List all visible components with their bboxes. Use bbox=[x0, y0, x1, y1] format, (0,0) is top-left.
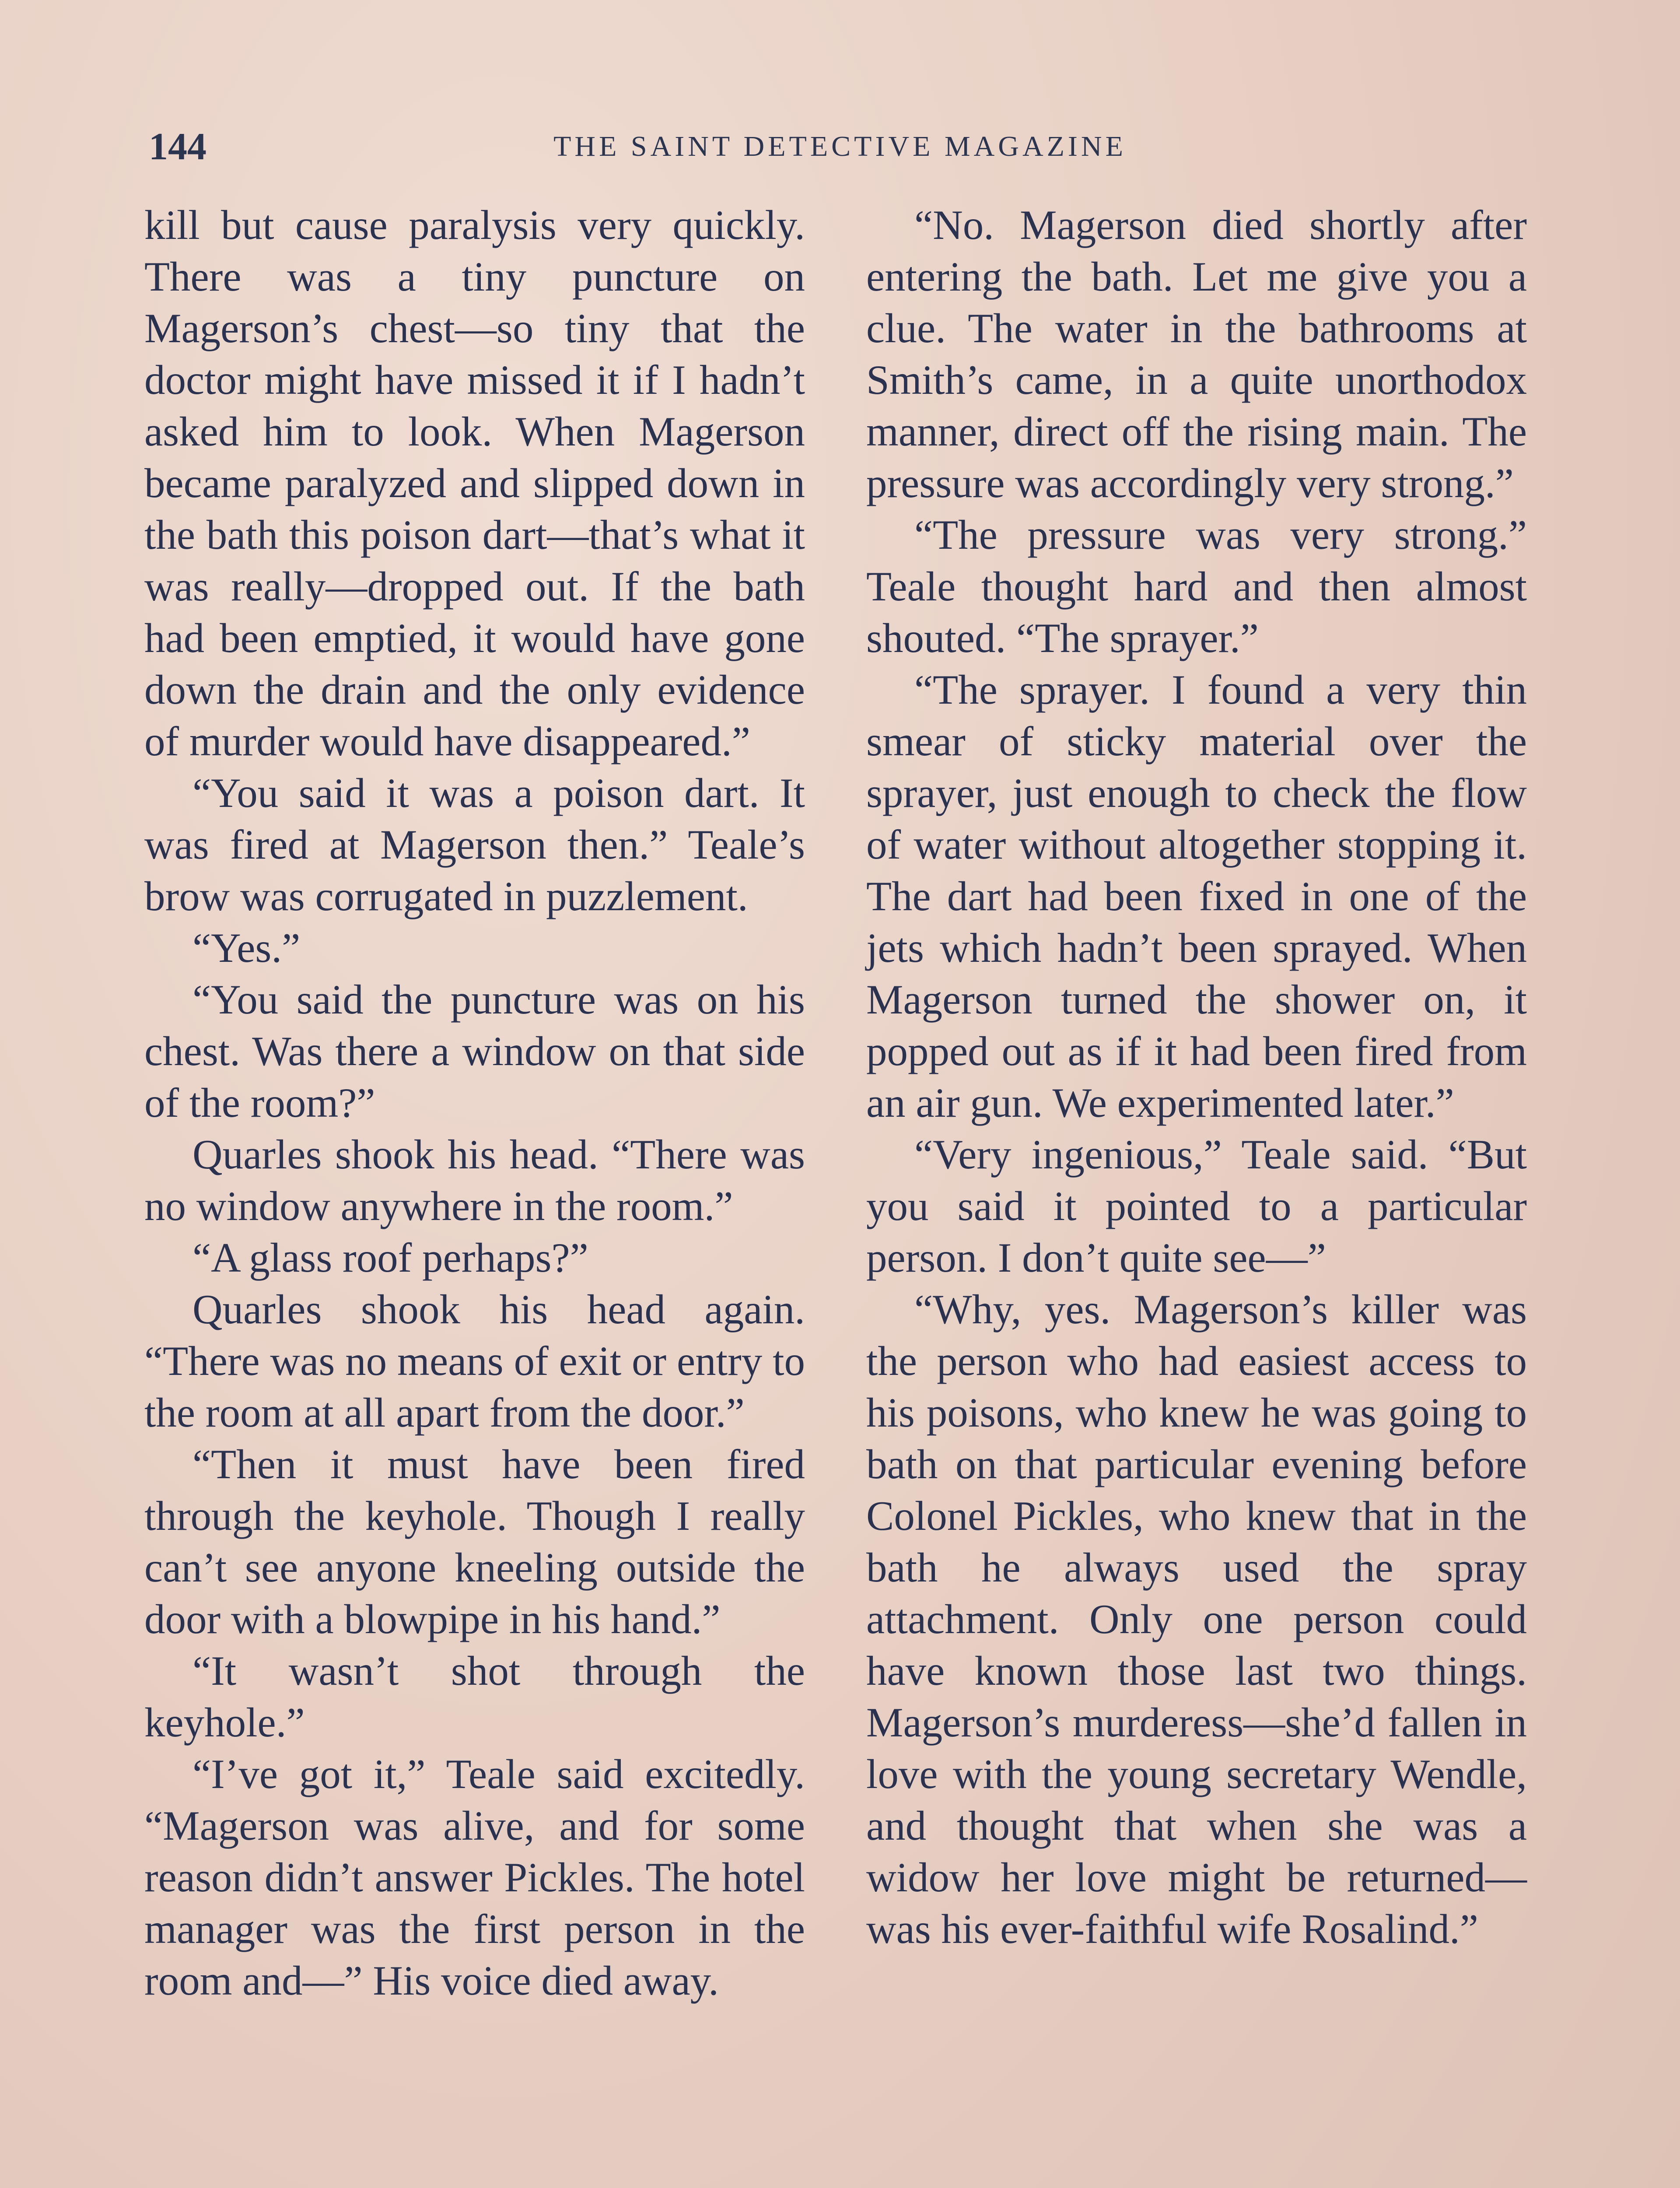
right-column bbox=[866, 199, 1527, 1955]
paragraph: “The sprayer. I found a very thin smear of sticky material over the sprayer, just enough to check the flow of water without altogether stopping it. The dart had been fixed in one of the jets which hadn’t been sprayed. When Magerson turned the shower on, it popped out as if it had been fired from an air gun. We experimented later.” bbox=[866, 666, 1527, 1126]
paragraph: Quarles shook his head again. “There was no means of exit or entry to the room at all apart from the door.” bbox=[144, 1286, 805, 1436]
paragraph: “You said the puncture was on his chest. Was there a window on that side of the room?” bbox=[144, 976, 805, 1126]
paragraph: “The pressure was very strong.” Teale thought hard and then almost shouted. “The sprayer.” bbox=[866, 512, 1527, 661]
page-header bbox=[149, 125, 1531, 182]
paragraph: “I’ve got it,” Teale said excitedly. “Magerson was alive, and for some reason didn’t answer Pickles. The hotel manager was the first person in the room and—” His voice died away. bbox=[144, 1751, 805, 2004]
paragraph: “No. Magerson died shortly after entering the bath. Let me give you a clue. The water in the bathrooms at Smith’s came, in a quite unorthodox manner, direct off the rising main. The pressure was accordingly very strong.” bbox=[866, 202, 1527, 506]
paragraph: Quarles shook his head. “There was no window anywhere in the room.” bbox=[144, 1131, 805, 1229]
paragraph: “Then it must have been fired through the keyhole. Though I really can’t see anyone kneeling outside the door with a blowpipe in his hand.” bbox=[144, 1441, 805, 1642]
paragraph: “It wasn’t shot through the keyhole.” bbox=[144, 1648, 805, 1746]
paragraph: “Why, yes. Magerson’s killer was the person who had easiest access to his poisons, who knew he was going to bath on that particular evening before Colonel Pickles, who knew that in the bath he always used the spray attachment. Only one person could have known those last two things. Magerson’s murderess—she’d fallen in love with the young secretary Wendle, and thought that when she was a widow her love might be returned—was his ever-faithful wife Rosalind.” bbox=[866, 1286, 1527, 1952]
paragraph: “A glass roof perhaps?” bbox=[192, 1234, 588, 1281]
paragraph: “Yes.” bbox=[192, 925, 301, 971]
left-column bbox=[144, 199, 805, 2006]
paragraph: “You said it was a poison dart. It was fired at Magerson then.” Teale’s brow was corrugated in puzzlement. bbox=[144, 770, 805, 919]
page-number: 144 bbox=[149, 126, 206, 168]
paragraph: “Very ingenious,” Teale said. “But you said it pointed to a particular person. I don’t quite see—” bbox=[866, 1131, 1527, 1281]
paragraph: kill but cause paralysis very quickly. There was a tiny puncture on Magerson’s chest—so tiny that the doctor might have missed it if I hadn’t asked him to look. When Magerson became paralyzed and slipped down in the bath this poison dart—that’s what it was really—dropped out. If the bath had been emptied, it would have gone down the drain and the only evidence of murder would have disappeared.” bbox=[144, 202, 805, 764]
running-title: THE SAINT DETECTIVE MAGAZINE bbox=[553, 130, 1127, 162]
